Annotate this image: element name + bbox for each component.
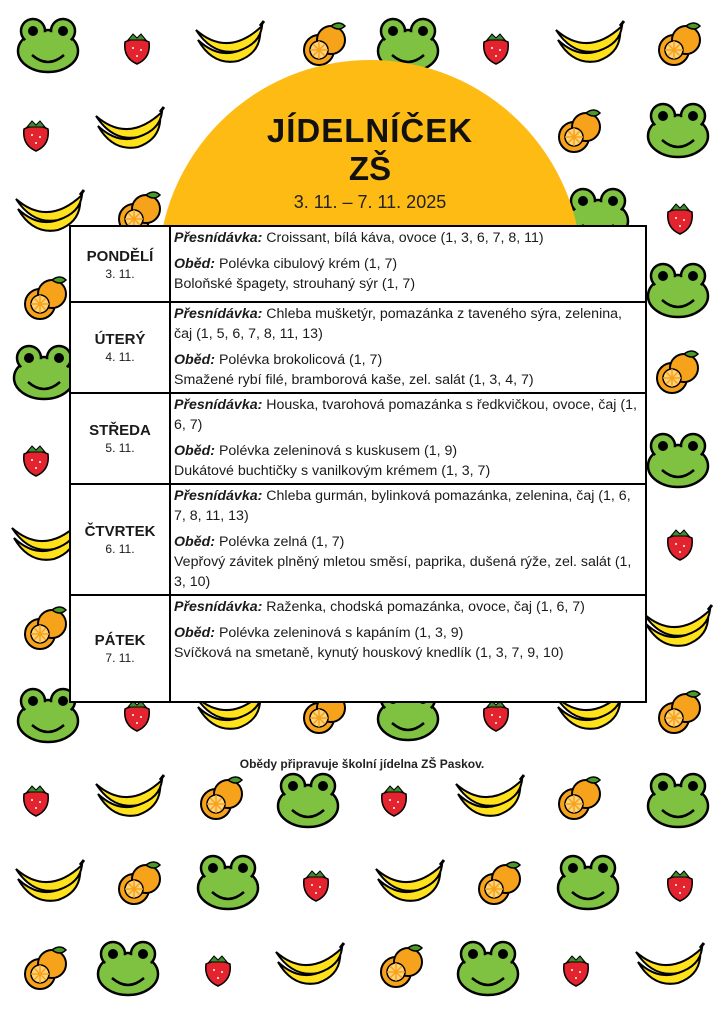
meals-cell bbox=[170, 302, 646, 393]
lunch-label: Oběd: bbox=[174, 443, 215, 459]
snack-line bbox=[174, 597, 641, 617]
day-date: 7. 11. bbox=[105, 651, 135, 665]
day-cell bbox=[70, 302, 170, 393]
day-cell bbox=[70, 595, 170, 702]
main-dish-text: Smažené rybí filé, bramborová kaše, zel. salát (1, 3, 4, 7) bbox=[174, 372, 534, 388]
main-dish-text: Svíčková na smetaně, kynutý houskový knedlík (1, 3, 7, 9, 10) bbox=[174, 645, 564, 661]
snack-label: Přesnídávka: bbox=[174, 397, 263, 413]
lunch-line bbox=[174, 441, 641, 461]
snack-text: Houska, tvarohová pomazánka s ředkvičkou, ovoce, čaj (1, 6, 7) bbox=[174, 397, 637, 433]
lunch-line bbox=[174, 350, 641, 370]
main-dish-text: Boloňské špagety, strouhaný sýr (1, 7) bbox=[174, 276, 416, 292]
lunch-line bbox=[174, 623, 641, 643]
table-row bbox=[70, 226, 646, 302]
snack-text: Croissant, bílá káva, ovoce (1, 3, 6, 7, 8, 11) bbox=[266, 230, 544, 246]
day-name: PÁTEK bbox=[94, 632, 146, 649]
meals-cell bbox=[170, 595, 646, 702]
main-dish-text: Vepřový závitek plněný mletou směsí, paprika, dušená rýže, zel. salát (1, 3, 10) bbox=[174, 554, 632, 590]
soup-text: Polévka zeleninová s kapáním (1, 3, 9) bbox=[218, 625, 464, 641]
day-date: 5. 11. bbox=[105, 441, 135, 455]
lunch-line bbox=[174, 532, 641, 552]
day-cell bbox=[70, 393, 170, 484]
main-dish-text: Dukátové buchtičky s vanilkovým krémem (1, 3, 7) bbox=[174, 463, 491, 479]
day-name: ČTVRTEK bbox=[84, 523, 156, 540]
lunch-label: Oběd: bbox=[174, 256, 215, 272]
snack-text: Chleba gurmán, bylinková pomazánka, zelenina, čaj (1, 6, 7, 8, 11, 13) bbox=[174, 488, 631, 524]
lunch-label: Oběd: bbox=[174, 534, 215, 550]
lunch-label: Oběd: bbox=[174, 352, 215, 368]
snack-line bbox=[174, 395, 641, 435]
snack-text: Raženka, chodská pomazánka, ovoce, čaj (1, 6, 7) bbox=[266, 599, 585, 615]
soup-text: Polévka zelná (1, 7) bbox=[218, 534, 345, 550]
snack-line bbox=[174, 486, 641, 526]
day-date: 6. 11. bbox=[105, 542, 135, 556]
snack-label: Přesnídávka: bbox=[174, 230, 263, 246]
meals-cell bbox=[170, 226, 646, 302]
footer-note: Obědy připravuje školní jídelna ZŠ Paskov. bbox=[239, 757, 485, 771]
snack-label: Přesnídávka: bbox=[174, 306, 263, 322]
soup-text: Polévka brokolicová (1, 7) bbox=[218, 352, 383, 368]
snack-line bbox=[174, 228, 641, 248]
snack-label: Přesnídávka: bbox=[174, 599, 263, 615]
day-date: 3. 11. bbox=[105, 266, 135, 281]
date-range: 3. 11. – 7. 11. 2025 bbox=[293, 192, 447, 212]
day-name: ÚTERÝ bbox=[94, 331, 146, 348]
table-row bbox=[70, 393, 646, 484]
page-title: JÍDELNÍČEK bbox=[266, 112, 474, 149]
soup-text: Polévka zeleninová s kuskusem (1, 9) bbox=[218, 443, 458, 459]
day-date: 4. 11. bbox=[105, 350, 135, 364]
menu-table bbox=[69, 225, 647, 703]
page-subtitle: ZŠ bbox=[348, 150, 392, 187]
day-name: STŘEDA bbox=[89, 422, 151, 439]
table-row bbox=[70, 302, 646, 393]
table-row bbox=[70, 484, 646, 595]
meals-cell bbox=[170, 484, 646, 595]
day-cell bbox=[70, 484, 170, 595]
lunch-line bbox=[174, 254, 641, 274]
table-row bbox=[70, 595, 646, 702]
day-cell bbox=[70, 226, 170, 302]
snack-text: Chleba mušketýr, pomazánka z taveného sýra, zelenina, čaj (1, 5, 6, 7, 8, 11, 13) bbox=[174, 306, 622, 342]
day-name: PONDĚLÍ bbox=[86, 247, 154, 265]
meals-cell bbox=[170, 393, 646, 484]
lunch-label: Oběd: bbox=[174, 625, 215, 641]
soup-text: Polévka cibulový krém (1, 7) bbox=[218, 256, 398, 272]
snack-line bbox=[174, 304, 641, 344]
snack-label: Přesnídávka: bbox=[174, 488, 263, 504]
